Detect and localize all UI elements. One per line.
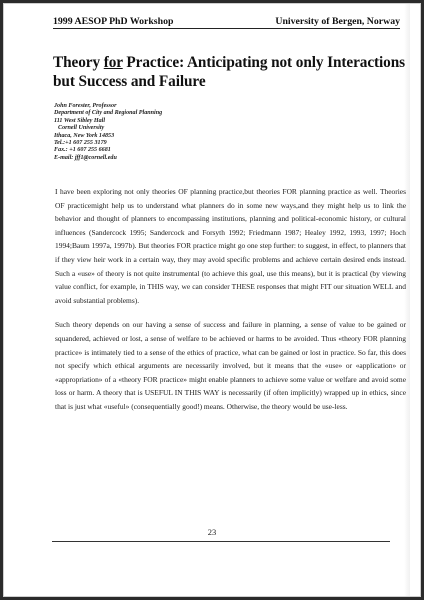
running-header bbox=[53, 16, 400, 29]
document-page bbox=[3, 3, 421, 597]
author-email: E-mail: jff1@cornell.edu bbox=[54, 154, 117, 161]
author-department: Department of City and Regional Planning bbox=[54, 110, 163, 117]
header-university: University of Bergen, Norway bbox=[275, 16, 400, 27]
author-city: Ithaca, New York 14853 bbox=[54, 132, 115, 139]
paragraph-2: Such theory depends on our having a sense of success and failure in planning, a sense of value to be gained or squandered, achieved or lost, a sense of welfare to be achieved or harms to be avoided. Thus «theory FOR planning practice» is intimately tied to a sense of the ethics of practice, what can be gained or lost in practice. So far, this does not specify which ethical arguments are necessarily involved, but it means that the «use» or «application» or «appropriation» of a «theory FOR practice» might enable planners to achieve some value or welfare and avoid some loss or harm. A theory that is USEFUL IN THIS WAY is necessarily (if often implicitly) wrapped up in ethics, since that is just what «useful» (consequentially good!) means. Otherwise, the theory would be use-less. bbox=[55, 320, 406, 411]
paragraph-1: I have been exploring not only theories OF planning practice,but theories FOR planning practice as well. Theories OF practicemight help us to understand what planners do in some new ways,and they might help us to link the behavior and thought of planners to encompassing institutions, planning and political-economic history, or cultural influences (Sandercock 1995; Sandercock and Forsyth 1992; Friedmann 1987; Healey 1992, 1993, 1997; Hoch 1994;Baum 1997a, 1997b). But theories FOR practice might go one step further: to suggest, in effect, to planners that if they view heir work in a certain way, they may avoid specific problems and achieve certain desired ends instead. Such a «use» of theory is not quite instrumental (to achieve this goal, use this means), but it is practical (by viewing value conflict, for example, in THIS way, we can consider THESE responses that might FIT our situation WELL and avoid substantial problems). bbox=[55, 187, 406, 305]
body-text bbox=[55, 185, 406, 414]
title-part-2: Practice: Anticipating not only Interactions but Success and Failure bbox=[53, 54, 405, 90]
author-fax: Fax.: +1 607 255 6681 bbox=[54, 147, 111, 154]
footer-rule bbox=[52, 541, 390, 542]
page-number: 23 bbox=[207, 527, 217, 537]
author-phone: Tel.:+1 607 255 3179 bbox=[54, 140, 107, 147]
title-part-1: Theory bbox=[53, 54, 104, 71]
author-block bbox=[54, 103, 304, 162]
paper-title bbox=[53, 53, 409, 91]
header-workshop: 1999 AESOP PhD Workshop bbox=[53, 16, 174, 27]
title-underlined-word: for bbox=[103, 54, 123, 71]
author-university: Cornell University bbox=[58, 125, 105, 132]
author-name: John Forester, Professor bbox=[54, 103, 117, 109]
author-building: 111 West Sibley Hall bbox=[54, 117, 106, 124]
